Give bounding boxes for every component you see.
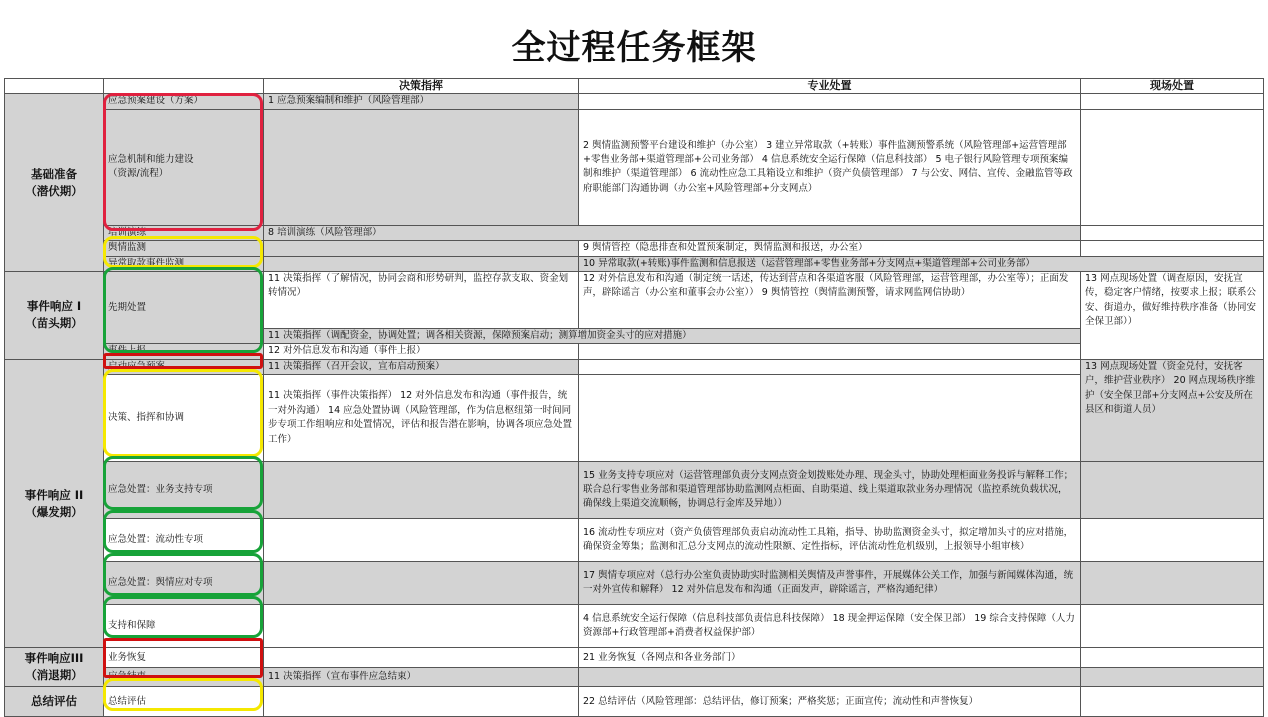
table-row [5,256,1264,271]
pro-cell: 16 流动性专项应对（资产负债管理部负责启动流动性工具箱，指导、协助监测资金头寸，拟定增加头寸的应对措施，确保资金筹集；监测和汇总分支网点的流动性限额、定性指标，评估流动性危机级别，上报领导小组审核） [579,519,1081,562]
task-cell: 应急预案建设（方案） [104,94,264,109]
task-cell: 应急处置：舆情应对专项 [104,562,264,605]
page-title: 全过程任务框架 [511,28,757,68]
table-row [5,94,1264,109]
table-row [5,687,1264,717]
task-cell: 业务恢复 [104,648,264,668]
table-row [5,272,1264,329]
task-cell: 培训演练 [104,225,264,240]
task-cell: 启动应急预案 [104,359,264,374]
table-row [5,648,1264,668]
table-row [5,359,1264,374]
task-cell: 总结评估 [104,687,264,717]
decision-cell: 11 决策指挥（宣布事件应急结束） [264,668,579,687]
header-phase [5,79,104,94]
task-cell: 应急机制和能力建设 （资源/流程） [104,109,264,225]
phase-outbreak: 事件响应 II （爆发期） [5,359,104,647]
pro-cell: 10 异常取款(+转账)事件监测和信息报送（运营管理部+零售业务部+分支网点+渠道管理部+公司业务部） [579,256,1264,271]
header-professional: 专业处置 [579,79,1081,94]
task-cell: 先期处置 [104,272,264,344]
task-cell: 异常取款事件监测 [104,256,264,271]
task-cell: 支持和保障 [104,605,264,648]
decision-cell: 8 培训演练（风险管理部） [264,225,1081,240]
phase-early: 事件响应 I （苗头期） [5,272,104,360]
decision-cell: 12 对外信息发布和沟通（事件上报） [264,344,579,359]
task-framework-table [4,78,1264,717]
pro-cell: 4 信息系统安全运行保障（信息科技部负责信息科技保障） 18 现金押运保障（安全保卫部） 19 综合支持保障（人力资源部+行政管理部+消费者权益保护部） [579,605,1081,648]
header-decision: 决策指挥 [264,79,579,94]
task-cell: 决策、指挥和协调 [104,375,264,462]
decision-cell: 11 决策指挥（召开会议，宣布启动预案） [264,359,579,374]
table-row [5,605,1264,648]
phase-latent: 基础准备 （潜伏期） [5,94,104,272]
task-cell: 应急处置：流动性专项 [104,519,264,562]
header-field: 现场处置 [1081,79,1264,94]
task-cell: 应急处置：业务支持专项 [104,462,264,519]
pro-cell: 22 总结评估（风险管理部：总结评估，修订预案；严格奖惩；正面宣传；流动性和声誉恢复） [579,687,1081,717]
field-cell: 13 网点现场处置（调查原因，安抚宣传，稳定客户情绪，按要求上报；联系公安、街道办，做好维持秩序准备（协同安全保卫部）） [1081,272,1264,360]
table-row [5,225,1264,240]
table-row [5,562,1264,605]
table-row [5,668,1264,687]
table-row [5,375,1264,462]
decision-cell: 11 决策指挥（事件决策指挥） 12 对外信息发布和沟通（事件报告，统一对外沟通） 14 应急处置协调（风险管理部，作为信息枢纽第一时间同步专项工作组响应和处置情况，评估和报告潜在影响，协调各项应急处置工作） [264,375,579,462]
header-row [5,79,1264,94]
pro-cell: 12 对外信息发布和沟通（制定统一话述，传达到营点和各渠道客服（风险管理部，运营管理部，办公室等）；正面发声，辟除谣言（办公室和董事会办公室）） 9 舆情管控（舆情监测预警，请求网监网信协助） [579,272,1081,329]
table-row [5,344,1264,359]
pro-cell: 2 舆情监测预警平台建设和维护（办公室） 3 建立异常取款（+转账）事件监测预警系统（风险管理部+运营管理部+零售业务部+渠道管理部+公司业务部） 4 信息系统安全运行保障（信息科技部） 5 电子银行风险管理专项预案编制和维护（渠道管理部） 6 流动性应急工具箱设立和维护（资产负债管理部） 7 与公安、网信、宣传、金融监管等政府职能部门沟通协调（办公室+风险管理部+分支网点） [579,109,1081,225]
phase-recovery: 事件响应III （消退期） [5,648,104,687]
task-cell: 舆情监测 [104,241,264,256]
decision-cell: 1 应急预案编制和维护（风险管理部） [264,94,579,109]
pro-cell: 15 业务支持专项应对（运营管理部负责分支网点资金划拨账处办理、现金头寸，协助处理柜面业务投诉与解释工作；联合总行零售业务部和渠道管理部协助监测网点柜面、自助渠道、线上渠道取款业务办理情况（监控系统负载状况，确保线上渠道交流顺畅，协调总行金库及异地）） [579,462,1081,519]
task-cell: 事件上报 [104,344,264,359]
decision-cell: 11 决策指挥（了解情况，协同会商和形势研判，监控存款支取、资金划转情况） [264,272,579,329]
phase-summary: 总结评估 [5,687,104,717]
table-row [5,462,1264,519]
task-cell: 应急结束 [104,668,264,687]
decision-cell: 11 决策指挥（调配资金，协调处置；调各相关资源，保障预案启动；测算增加资金头寸的应对措施） [264,329,1081,344]
pro-cell: 17 舆情专项应对（总行办公室负责协助实时监测相关舆情及声誉事件，开展媒体公关工作，加强与新闻媒体沟通，统一对外宣传和解释） 12 对外信息发布和沟通（正面发声，辟除谣言，严格沟通纪律） [579,562,1081,605]
pro-cell: 9 舆情管控（隐患排查和处置预案制定，舆情监测和报送，办公室） [579,241,1081,256]
table-row [5,519,1264,562]
field-cell: 13 网点现场处置（资金兑付，安抚客户，维护营业秩序） 20 网点现场秩序维护（安全保卫部+分支网点+公安及所在县区和街道人员） [1081,359,1264,461]
table-row [5,241,1264,256]
header-task [104,79,264,94]
pro-cell: 21 业务恢复（各网点和各业务部门） [579,648,1081,668]
table-row [5,109,1264,225]
